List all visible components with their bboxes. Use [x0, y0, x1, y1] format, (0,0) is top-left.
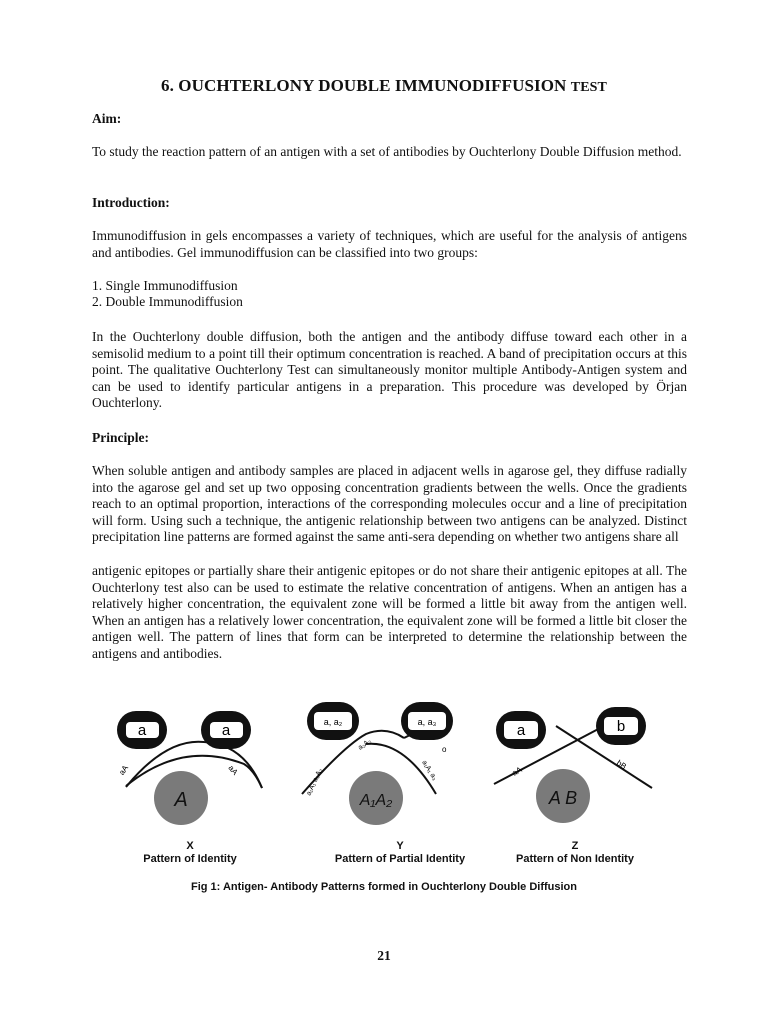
- panel-z-well-right-text: b: [616, 718, 626, 735]
- panel-y-diagram: [302, 702, 453, 825]
- panel-x-line-left-label: aA: [117, 763, 131, 777]
- panel-y-center-text: A₁A₂: [359, 792, 393, 809]
- panel-z-label: Pattern of Non Identity: [516, 853, 634, 865]
- panel-x-well-right-text: a: [221, 722, 231, 739]
- immunodiffusion-figure: [104, 684, 674, 836]
- list-item-single: 1. Single Immunodiffusion: [92, 278, 238, 293]
- panel-x-label: Pattern of Identity: [143, 853, 237, 865]
- panel-y-label: Pattern of Partial Identity: [334, 853, 466, 865]
- figure-caption: Fig 1: Antigen- Antibody Patterns formed in Ouchterlony Double Diffusion: [190, 881, 577, 893]
- panel-y-letter: Y: [396, 840, 404, 852]
- panel-y-line-top-label: a₂A₂: [357, 737, 373, 752]
- panel-y-caption: [310, 840, 490, 866]
- panel-x-caption: [130, 840, 250, 866]
- panel-z-center-text: A B: [548, 788, 578, 808]
- panel-y-small-mark: o: [442, 745, 447, 754]
- introduction-text: Immunodiffusion in gels encompasses a variety of techniques, which are useful for the analysis of antigens and antibodies. Gel immunodiffusion can be classified into two groups:: [92, 228, 687, 260]
- principle-text-2: antigenic epitopes or partially share their antigenic epitopes or do not share their antigenic epitopes at all. The Ouchterlony test also can be used to estimate the relative concentration of antigens. When an antigen has a relatively higher concentration, the equivalent zone will be formed a little bit away from the antigen well. When an antigen has a relatively lower concentration, the equivalent zone will be formed a little bit closer the antigen well. The pattern of lines that form can be interpreted to determine the relationship between the antigens and antibodies.: [92, 563, 687, 661]
- introduction-heading: Introduction:: [92, 195, 170, 210]
- panel-x-center-text: A: [174, 789, 188, 811]
- aim-heading: Aim:: [92, 111, 122, 126]
- panel-x-line-right-label: aA: [226, 763, 240, 777]
- introduction-text-2: In the Ouchterlony double diffusion, both the antigen and the antibody diffuse toward each other in a semisolid medium to a point till their optimum concentration is reached. A band of precipitation occurs at this point. The qualitative Ouchterlony Test can simultaneously monitor multiple Antibody-Antigen system and can be used to identify particular antigens in a preparation. This procedure was developed by Örjan Ouchterlony.: [92, 329, 687, 411]
- page-number: 21: [377, 948, 391, 963]
- principle-text: When soluble antigen and antibody samples are placed in adjacent wells in agarose gel, they diffuse radially into the agarose gel and set up two opposing concentration gradients between the wells. Once the gradients reach to an optimal proportion, interactions of the corresponding molecules occur and a line of precipitation will form. Using such a technique, the antigenic relationship between two antigens can be analyzed. Distinct precipitation line patterns are formed against the same anti-sera depending on whether two antigens share all: [92, 463, 687, 545]
- panel-z-letter: Z: [571, 840, 579, 852]
- panel-y-well-right-text: a, a₃: [417, 717, 437, 727]
- panel-z-caption: [500, 840, 650, 866]
- figure-diagram: [104, 684, 674, 836]
- panel-x-well-left-text: a: [137, 722, 147, 739]
- panel-z-diagram: [494, 707, 652, 823]
- title-main: 6. OUCHTERLONY DOUBLE IMMUNODIFFUSION: [161, 76, 567, 95]
- page-title: [0, 76, 768, 96]
- panel-y-line-right-label: a₁A₁ a₃: [420, 759, 438, 782]
- panel-z-line-left-label: aA: [510, 765, 524, 778]
- principle-heading: Principle:: [92, 430, 149, 445]
- panel-y-line-left-label: a₁A₁ a₂A₂: [305, 767, 325, 797]
- panel-x-letter: X: [186, 840, 194, 852]
- title-suffix: TEST: [570, 80, 607, 95]
- panel-z-well-left-text: a: [516, 722, 526, 739]
- panel-y-well-left-text: a, a₂: [323, 717, 343, 727]
- list-item-double: 2. Double Immunodiffusion: [92, 294, 243, 309]
- aim-text: To study the reaction pattern of an antigen with a set of antibodies by Ouchterlony Double Diffusion method.: [92, 144, 682, 159]
- panel-z-line-right-label: bB: [614, 758, 629, 772]
- panel-x-diagram: [117, 711, 262, 825]
